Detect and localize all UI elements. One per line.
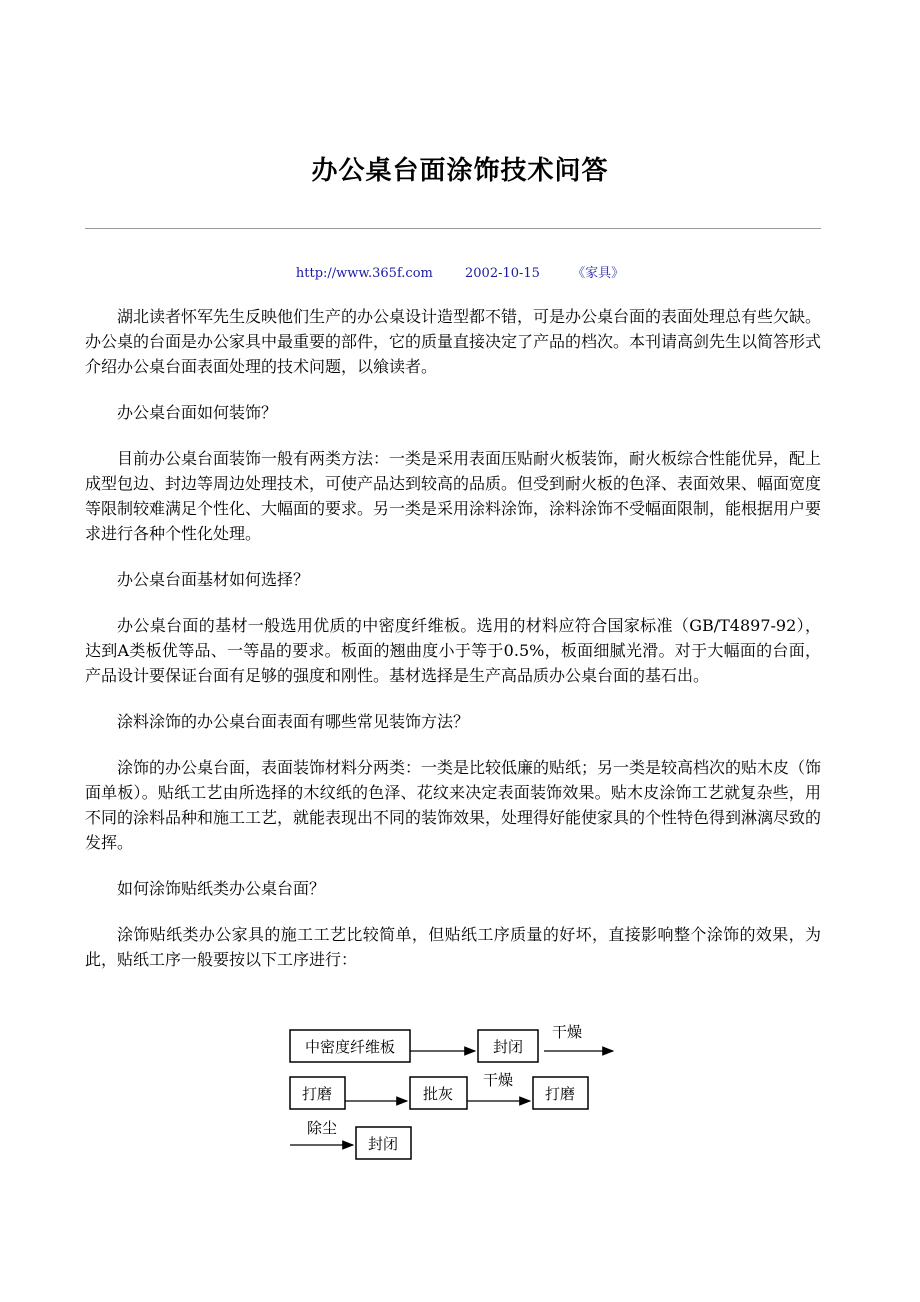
question-3: 涂料涂饰的办公桌台面表面有哪些常见装饰方法？ (117, 712, 470, 731)
question-2: 办公桌台面基材如何选择？ (117, 570, 310, 589)
page-title: 办公桌台面涂饰技术问答 (311, 156, 609, 186)
process-flowchart (280, 1015, 630, 1165)
flow-box-seal-2-label: 封闭 (367, 1135, 399, 1153)
answer-3: 涂饰的办公桌台面，表面装饰材料分两类：一类是比较低廉的贴纸；另一类是较高档次的贴木皮（饰面单板）。贴纸工艺由所选择的木纹纸的色泽、花纹来决定表面装饰效果。贴木皮涂饰工艺就复杂些，用不同的涂料品种和施工工艺，就能表现出不同的装饰效果，处理得好能使家具的个性特色得到淋漓尽致的发挥。 (85, 758, 822, 852)
answer-4: 涂饰贴纸类办公家具的施工工艺比较简单，但贴纸工序质量的好坏，直接影响整个涂饰的效果，为此，贴纸工序一般要按以下工序进行： (85, 925, 821, 969)
flow-arrow-dust-label: 除尘 (306, 1119, 338, 1137)
flow-box-sand-1-label: 打磨 (301, 1085, 333, 1103)
intro-paragraph: 湖北读者怀军先生反映他们生产的办公桌设计造型都不错，可是办公桌台面的表面处理总有些欠缺。办公桌的台面是办公家具中最重要的部件，它的质量直接决定了产品的档次。本刊请高剑先生以简答形式介绍办公桌台面表面处理的技术问题，以飨读者。 (85, 307, 822, 376)
flow-arrow-dry-2-label: 干燥 (482, 1071, 514, 1089)
source-publication: 《家具》 (572, 266, 625, 281)
question-1: 办公桌台面如何装饰？ (117, 403, 278, 422)
article-body (85, 304, 821, 993)
article-meta (0, 262, 920, 281)
flow-arrow-dry-1-label: 干燥 (551, 1023, 583, 1041)
answer-2: 办公桌台面的基材一般选用优质的中密度纤维板。选用的材料应符合国家标准（GB/T4897-92），达到A类板优等品、一等晶的要求。板面的翘曲度小于等于0.5%，板面细腻光滑。对于大幅面的台面，产品设计要保证台面有足够的强度和刚性。基材选择是生产高品质办公桌台面的基石出。 (85, 616, 821, 685)
publish-date: 2002-10-15 (465, 266, 540, 281)
flow-box-seal-1-label: 封闭 (492, 1038, 524, 1056)
flow-box-sand-2-label: 打磨 (544, 1085, 576, 1103)
flow-box-putty-label: 批灰 (422, 1085, 454, 1103)
answer-1: 目前办公桌台面装饰一般有两类方法：一类是采用表面压贴耐火板装饰，耐火板综合性能优异，配上成型包边、封边等周边处理技术，可使产品达到较高的品质。但受到耐火板的色泽、表面效果、幅面宽度等限制较难满足个性化、大幅面的要求。另一类是采用涂料涂饰，涂料涂饰不受幅面限制，能根据用户要求进行各种个性化处理。 (85, 449, 822, 543)
question-4: 如何涂饰贴纸类办公桌台面？ (117, 879, 326, 898)
title-divider (85, 228, 821, 229)
source-url-link[interactable]: http://www.365f.com (295, 266, 433, 281)
flow-box-mdf-label: 中密度纤维板 (304, 1038, 396, 1056)
